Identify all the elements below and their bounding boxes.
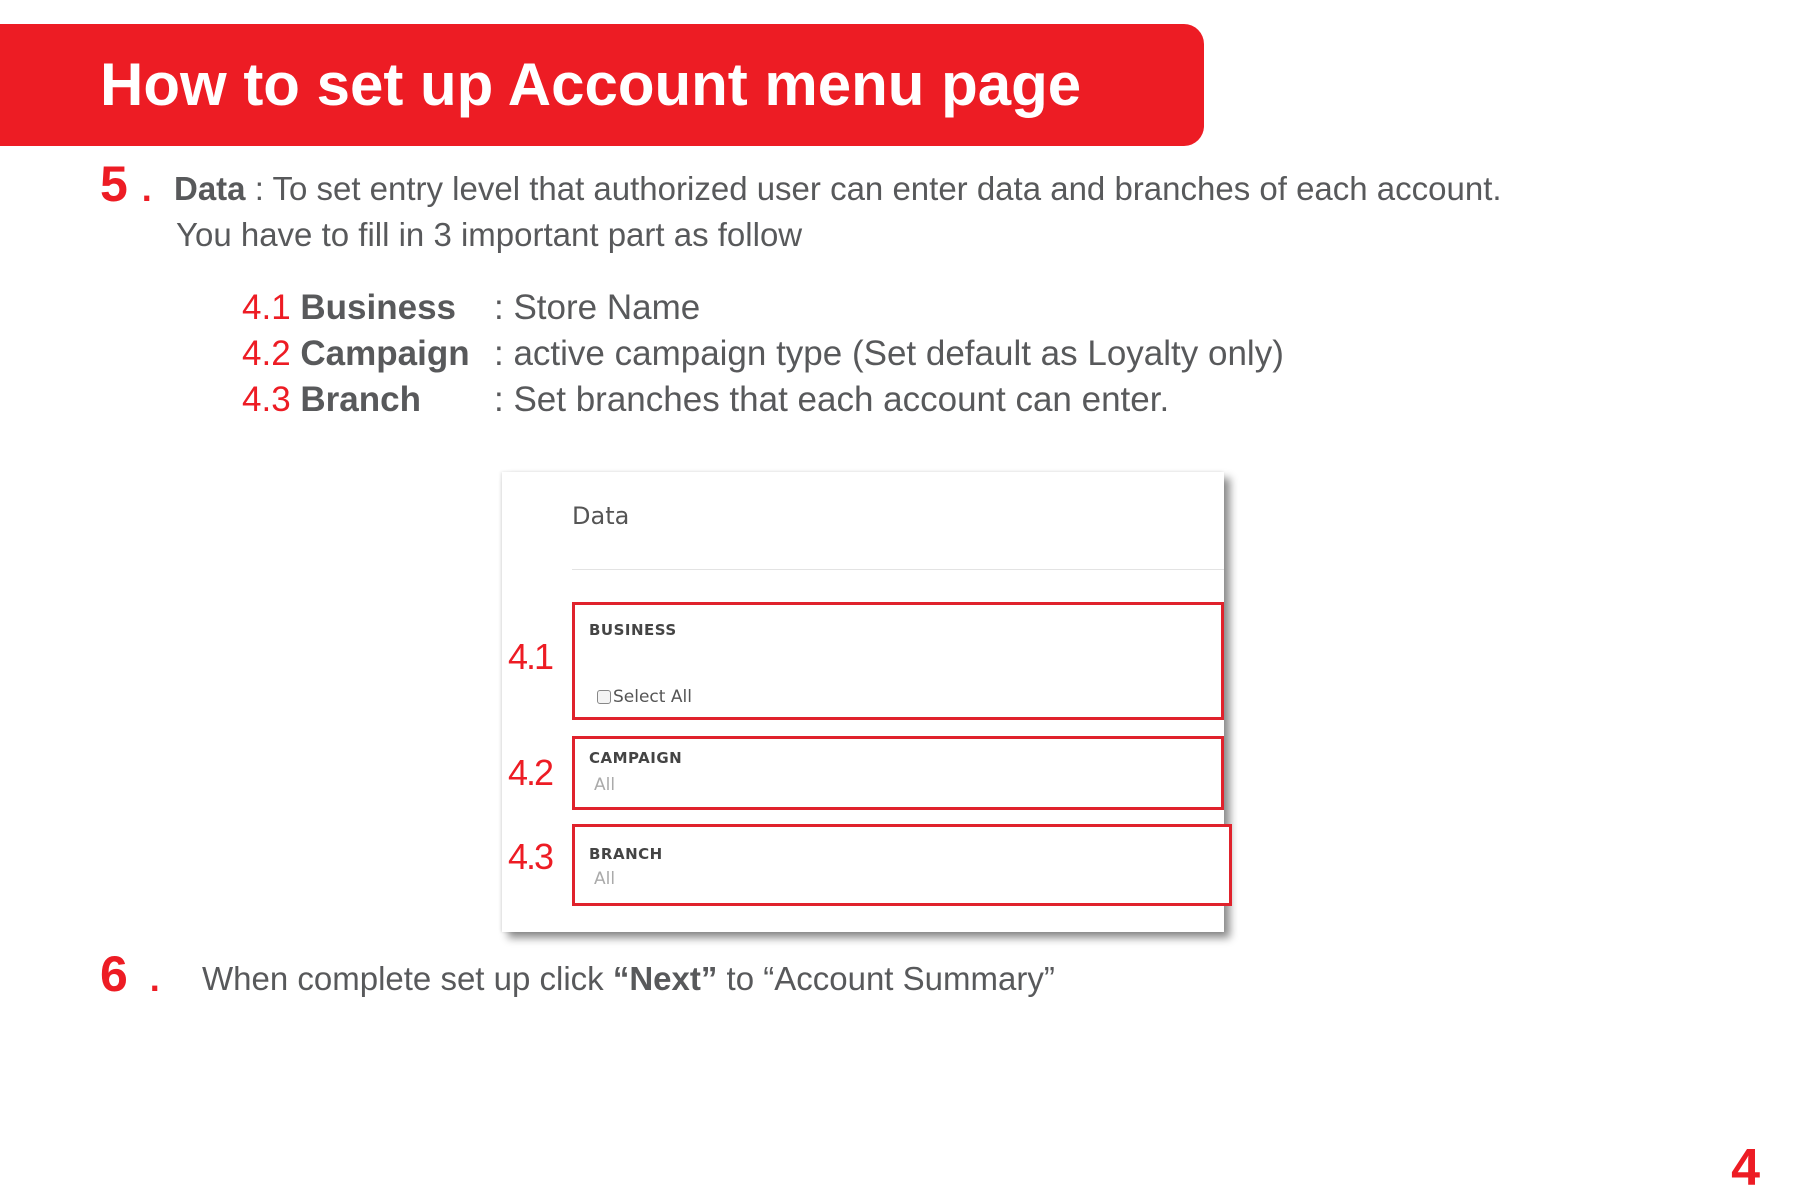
definition-branch: [242, 377, 421, 423]
callout-4-1: 4.1: [508, 636, 553, 677]
definition-business-desc: : Store Name: [494, 288, 701, 327]
definition-term: Branch: [300, 380, 421, 419]
page-title: How to set up Account menu page: [100, 51, 1082, 118]
step-5-keyword: Data: [174, 170, 246, 207]
select-all-label: Select All: [613, 687, 692, 707]
definition-branch-desc: : Set branches that each account can enter.: [494, 380, 1170, 419]
definition-business: [242, 285, 456, 331]
step-5-description: : To set entry level that authorized user can enter data and branches of each account.: [245, 170, 1502, 207]
step-6-text-after: to “Account Summary”: [717, 960, 1055, 997]
step-5-line-2: You have to fill in 3 important part as follow: [176, 216, 803, 253]
definition-term: Business: [300, 288, 457, 327]
select-all-checkbox[interactable]: [597, 690, 611, 704]
step-6-number: [100, 944, 160, 1009]
campaign-field[interactable]: [572, 736, 1224, 810]
data-panel-screenshot: [502, 472, 1224, 932]
step-5-number: [100, 154, 152, 219]
next-label: “Next”: [612, 960, 718, 997]
campaign-label: CAMPAIGN: [589, 749, 683, 767]
campaign-value: All: [594, 775, 616, 795]
step-number-text: 6: [100, 946, 128, 1002]
business-field: [572, 602, 1224, 720]
select-all-control[interactable]: [597, 687, 692, 707]
step-6-text-before: When complete set up click: [202, 960, 613, 997]
callout-4-3: 4.3: [508, 836, 553, 877]
definition-number: 4.1: [242, 288, 291, 327]
definition-number: 4.2: [242, 334, 291, 373]
branch-label: BRANCH: [589, 845, 663, 863]
definition-number: 4.3: [242, 380, 291, 419]
business-label: BUSINESS: [589, 621, 677, 639]
branch-value: All: [594, 869, 616, 889]
panel-title: Data: [572, 502, 630, 530]
branch-field[interactable]: [572, 824, 1232, 906]
page-number: 4: [1731, 1139, 1760, 1197]
step-6-text: [202, 956, 1055, 1002]
definition-campaign-desc: : active campaign type (Set default as Loyalty only): [494, 334, 1284, 373]
definition-term: Campaign: [300, 334, 470, 373]
definition-campaign: [242, 331, 470, 377]
panel-divider: [572, 569, 1224, 570]
callout-4-2: 4.2: [508, 752, 553, 793]
step-number-dot: .: [141, 168, 152, 209]
step-number-text: 5: [100, 156, 128, 212]
step-number-dot: .: [149, 958, 160, 999]
step-5-line-1: [174, 166, 1502, 212]
